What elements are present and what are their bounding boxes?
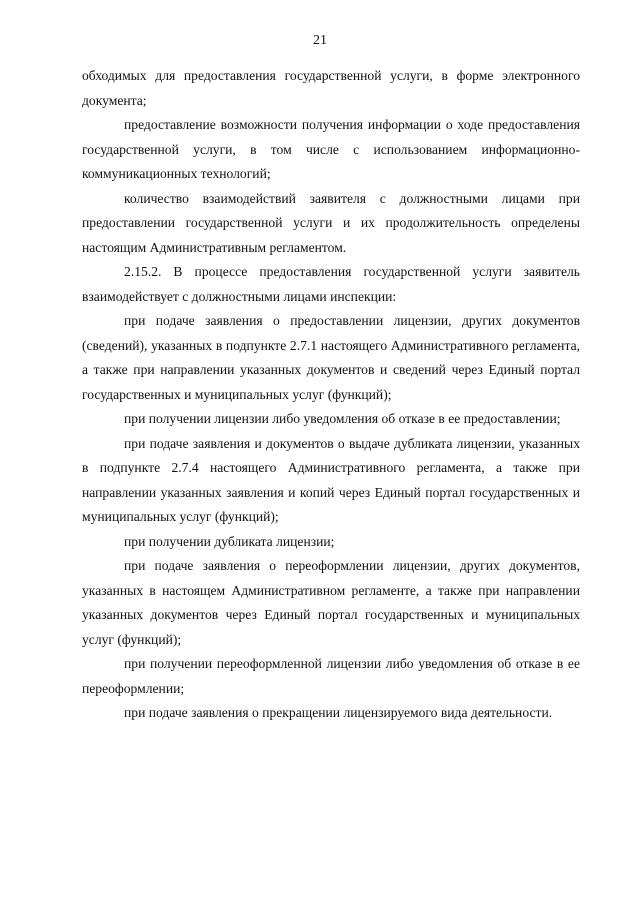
- paragraph: при подаче заявления о прекращении лицензируемого вида деятельности.: [124, 705, 553, 720]
- paragraph: при получении дубликата лицензии;: [124, 533, 335, 549]
- paragraph: количество взаимодействий заявителя с должностными лицами при предоставлении государственной услуги и их продолжительность определены настоящим Административным регламентом.: [82, 190, 580, 255]
- paragraph-clause-2-15-2: 2.15.2. В процессе предоставления государственной услуги заявитель взаимодействует с должностными лицами инспекции:: [82, 264, 580, 304]
- paragraph: при получении переоформленной лицензии либо уведомления об отказе в ее переоформлении;: [82, 656, 580, 696]
- page-number: 21: [313, 33, 327, 48]
- paragraph-continuation: обходимых для предоставления государственной услуги, в форме электронного документа;: [82, 68, 580, 108]
- document-body: [82, 64, 580, 726]
- paragraph: предоставление возможности получения информации о ходе предоставления государственной услуги, в том числе с использованием информационно-коммуникационных технологий;: [82, 117, 580, 181]
- paragraph: при получении лицензии либо уведомления об отказе в ее предоставлении;: [124, 411, 561, 426]
- paragraph: при подаче заявления о предоставлении лицензии, других документов (сведений), указанных в подпункте 2.7.1 настоящего Административного регламента, а также при направлении указанных документов и сведений через Единый портал государственных и муниципальных услуг (функций);: [82, 313, 580, 402]
- paragraph: при подаче заявления и документов о выдаче дубликата лицензии, указанных в подпункте 2.7.4 настоящего Административного регламента, а также при направлении указанных заявления и копий через Единый портал государственных и муниципальных услуг (функций);: [82, 435, 580, 524]
- paragraph: при подаче заявления о переоформлении лицензии, других документов, указанных в настоящем Административном регламенте, а также при направлении указанных документов через Единый портал государственных и муниципальных услуг (функций);: [82, 558, 580, 647]
